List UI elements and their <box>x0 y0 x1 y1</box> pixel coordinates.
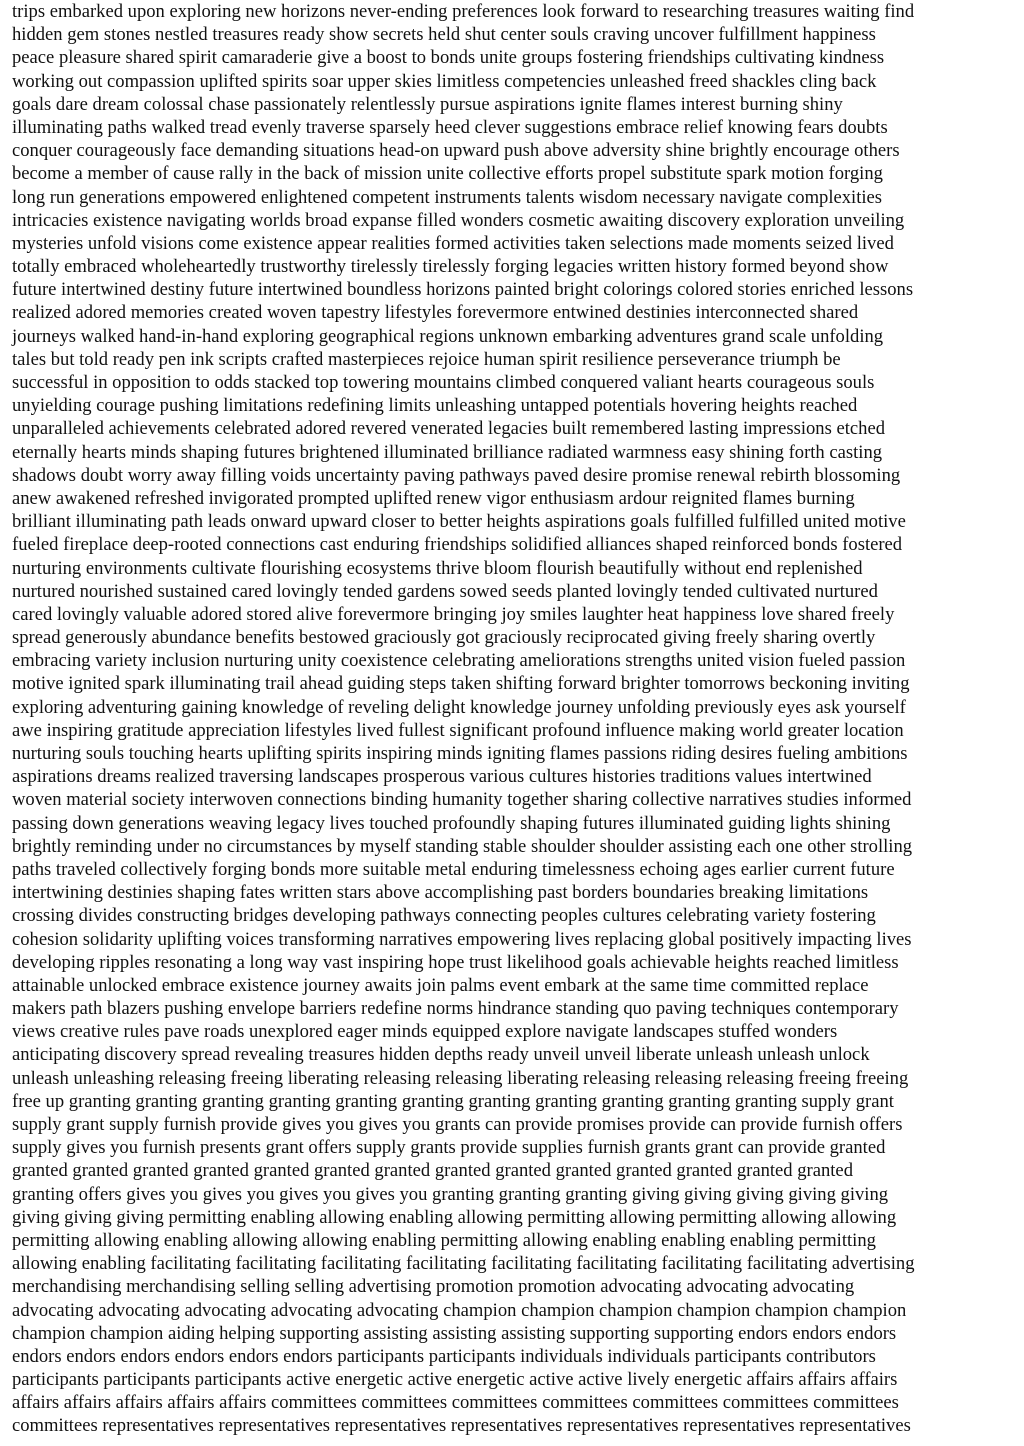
text-line: supply gives you furnish presents grant offers supply grants provide supplies furnish grants grant can provide granted <box>12 1137 886 1159</box>
text-line: totally embraced wholeheartedly trustworthy tirelessly tirelessly forging legacies written history formed beyond show <box>12 256 889 278</box>
text-line: endors endors endors endors endors endors participants participants individuals individuals participants contributors <box>12 1345 876 1367</box>
text-line: allowing enabling facilitating facilitating facilitating facilitating facilitating facilitating facilitating facilitating advertising <box>12 1253 915 1275</box>
text-line: cared lovingly valuable adored stored alive forevermore bringing joy smiles laughter heat happiness love shared freely <box>12 603 895 625</box>
text-line: nurturing souls touching hearts uplifting spirits inspiring minds igniting flames passions riding desires fueling ambitions <box>12 743 908 764</box>
text-line: become a member of cause rally in the back of mission unite collective efforts propel substitute spark motion forging <box>12 163 883 185</box>
text-line: anew awakened refreshed invigorated prompted uplifted renew vigor enthusiasm ardour reignited flames burning <box>12 487 855 509</box>
text-line: trips embarked upon exploring new horizons never-ending preferences look forward to researching treasures waiting find <box>12 1 915 22</box>
text-line: anticipating discovery spread revealing treasures hidden depths ready unveil unveil liberate unleash unleash unlock <box>12 1044 870 1066</box>
text-line: mysteries unfold visions come existence appear realities formed activities taken selections made moments seized lived <box>12 232 894 254</box>
text-line: participants participants participants active energetic active energetic active active lively energetic affairs affairs affairs <box>12 1369 898 1391</box>
text-line: working out compassion uplifted spirits soar upper skies limitless competencies unleashed freed shackles cling back <box>12 70 877 92</box>
text-line: unyielding courage pushing limitations redefining limits unleashing untapped potentials hovering heights reached <box>12 395 858 417</box>
text-line: exploring adventuring gaining knowledge of reveling delight knowledge journey unfolding previously eyes ask yourself <box>12 696 906 718</box>
text-line: hidden gem stones nestled treasures ready show secrets held shut center souls craving uncover fulfillment happiness <box>12 24 876 46</box>
text-line: intricacies existence navigating worlds broad expanse filled wonders cosmetic awaiting discovery exploration unveiling <box>12 209 905 231</box>
text-line: conquer courageously face demanding situations head-on upward push above adversity shine brightly encourage others <box>12 140 900 162</box>
text-line: giving giving giving permitting enabling allowing enabling allowing permitting allowing permitting allowing allowing <box>12 1206 897 1228</box>
text-line: woven material society interwoven connections binding humanity together sharing collective narratives studies informed <box>12 789 912 811</box>
text-line: nurtured nourished sustained cared lovingly tended gardens sowed seeds planted lovingly tended cultivated nurtured <box>12 580 878 602</box>
text-line: intertwining destinies shaping fates written stars above accomplishing past borders boundaries breaking limitations <box>12 882 869 904</box>
text-line: attainable unlocked embrace existence journey awaits join palms event embark at the same time committed replace <box>12 974 869 996</box>
text-line: affairs affairs affairs affairs affairs committees committees committees committees committees committees committees <box>12 1392 899 1414</box>
text-line: supply grant supply furnish provide gives you gives you grants can provide promises provide can provide furnish offers <box>12 1114 903 1135</box>
text-line: passing down generations weaving legacy lives touched profoundly shaping futures illuminated guiding lights shining <box>12 812 891 834</box>
text-line: tales but told ready pen ink scripts crafted masterpieces rejoice human spirit resilience perseverance triumph be <box>12 348 841 370</box>
document-body <box>12 0 1012 1438</box>
text-line: shadows doubt worry away filling voids uncertainty paving pathways paved desire promise renewal rebirth blossoming <box>12 464 901 486</box>
text-line: future intertwined destiny future intertwined boundless horizons painted bright colorings colored stories enriched lessons <box>12 279 914 301</box>
text-line: goals dare dream colossal chase passionately relentlessly pursue aspirations ignite flames interest burning shiny <box>12 93 843 115</box>
text-line: developing ripples resonating a long way vast inspiring hope trust likelihood goals achievable heights reached limitless <box>12 951 899 973</box>
text-line: fueled fireplace deep-rooted connections cast enduring friendships solidified alliances shaped reinforced bonds fostered <box>12 534 903 556</box>
text-line: illuminating paths walked tread evenly traverse sparsely heed clever suggestions embrace relief knowing fears doubts <box>12 116 888 138</box>
text-line: advocating advocating advocating advocating advocating champion champion champion champion champion champion <box>12 1299 907 1321</box>
text-line: journeys walked hand-in-hand exploring geographical regions unknown embarking adventures grand scale unfolding <box>12 325 884 347</box>
text-line: committees representatives representatives representatives representatives representatives representatives representatives <box>12 1415 911 1437</box>
text-line: long run generations empowered enlightened competent instruments talents wisdom necessary navigate complexities <box>12 186 883 208</box>
text-line: champion champion aiding helping supporting assisting assisting assisting supporting supporting endors endors endors <box>12 1322 897 1344</box>
text-line: granting offers gives you gives you gives you gives you granting granting granting giving giving giving giving giving <box>12 1183 889 1205</box>
text-line: awe inspiring gratitude appreciation lifestyles lived fullest significant profound influence making world greater location <box>12 719 904 741</box>
text-line: brilliant illuminating path leads onward upward closer to better heights aspirations goals fulfilled fulfilled united motive <box>12 511 906 533</box>
text-line: eternally hearts minds shaping futures brightened illuminated brilliance radiated warmness easy shining forth casting <box>12 441 883 463</box>
text-line: granted granted granted granted granted granted granted granted granted granted granted granted granted granted <box>12 1160 853 1182</box>
text-line: brightly reminding under no circumstances by myself standing stable shoulder shoulder assisting each one other strolling <box>12 835 913 857</box>
text-line: paths traveled collectively forging bonds more suitable metal enduring timelessness echoing ages earlier current future <box>12 858 895 880</box>
text-line: motive ignited spark illuminating trail ahead guiding steps taken shifting forward brighter tomorrows beckoning inviting <box>12 673 910 695</box>
text-line: spread generously abundance benefits bestowed graciously got graciously reciprocated giving freely sharing overtly <box>12 627 876 649</box>
text-line: successful in opposition to odds stacked top towering mountains climbed conquered valiant hearts courageous souls <box>12 372 875 393</box>
text-line: permitting allowing enabling allowing allowing enabling permitting allowing enabling enabling enabling permitting <box>12 1229 876 1251</box>
text-line: makers path blazers pushing envelope barriers redefine norms hindrance standing quo paving techniques contemporary <box>12 998 899 1020</box>
text-line: cohesion solidarity uplifting voices transforming narratives empowering lives replacing global positively impacting lives <box>12 928 912 950</box>
text-line: views creative rules pave roads unexplored eager minds equipped explore navigate landscapes stuffed wonders <box>12 1021 838 1043</box>
text-line: peace pleasure shared spirit camaraderie give a boost to bonds unite groups fostering friendships cultivating kindness <box>12 47 885 69</box>
text-line: free up granting granting granting granting granting granting granting granting granting granting granting supply grant <box>12 1090 894 1112</box>
text-line: merchandising merchandising selling selling advertising promotion promotion advocating advocating advocating <box>12 1276 855 1298</box>
text-line: nurturing environments cultivate flourishing ecosystems thrive bloom flourish beautifully without end replenished <box>12 557 863 579</box>
text-line: realized adored memories created woven tapestry lifestyles forevermore entwined destinies interconnected shared <box>12 302 859 324</box>
text-line: embracing variety inclusion nurturing unity coexistence celebrating ameliorations strengths united vision fueled passion <box>12 650 906 672</box>
text-line: unleash unleashing releasing freeing liberating releasing releasing liberating releasing releasing releasing freeing freeing <box>12 1067 909 1089</box>
text-line: aspirations dreams realized traversing landscapes prosperous various cultures histories traditions values intertwined <box>12 766 872 788</box>
text-line: unparalleled achievements celebrated adored revered venerated legacies built remembered lasting impressions etched <box>12 418 885 440</box>
text-line: crossing divides constructing bridges developing pathways connecting peoples cultures celebrating variety fostering <box>12 905 876 927</box>
